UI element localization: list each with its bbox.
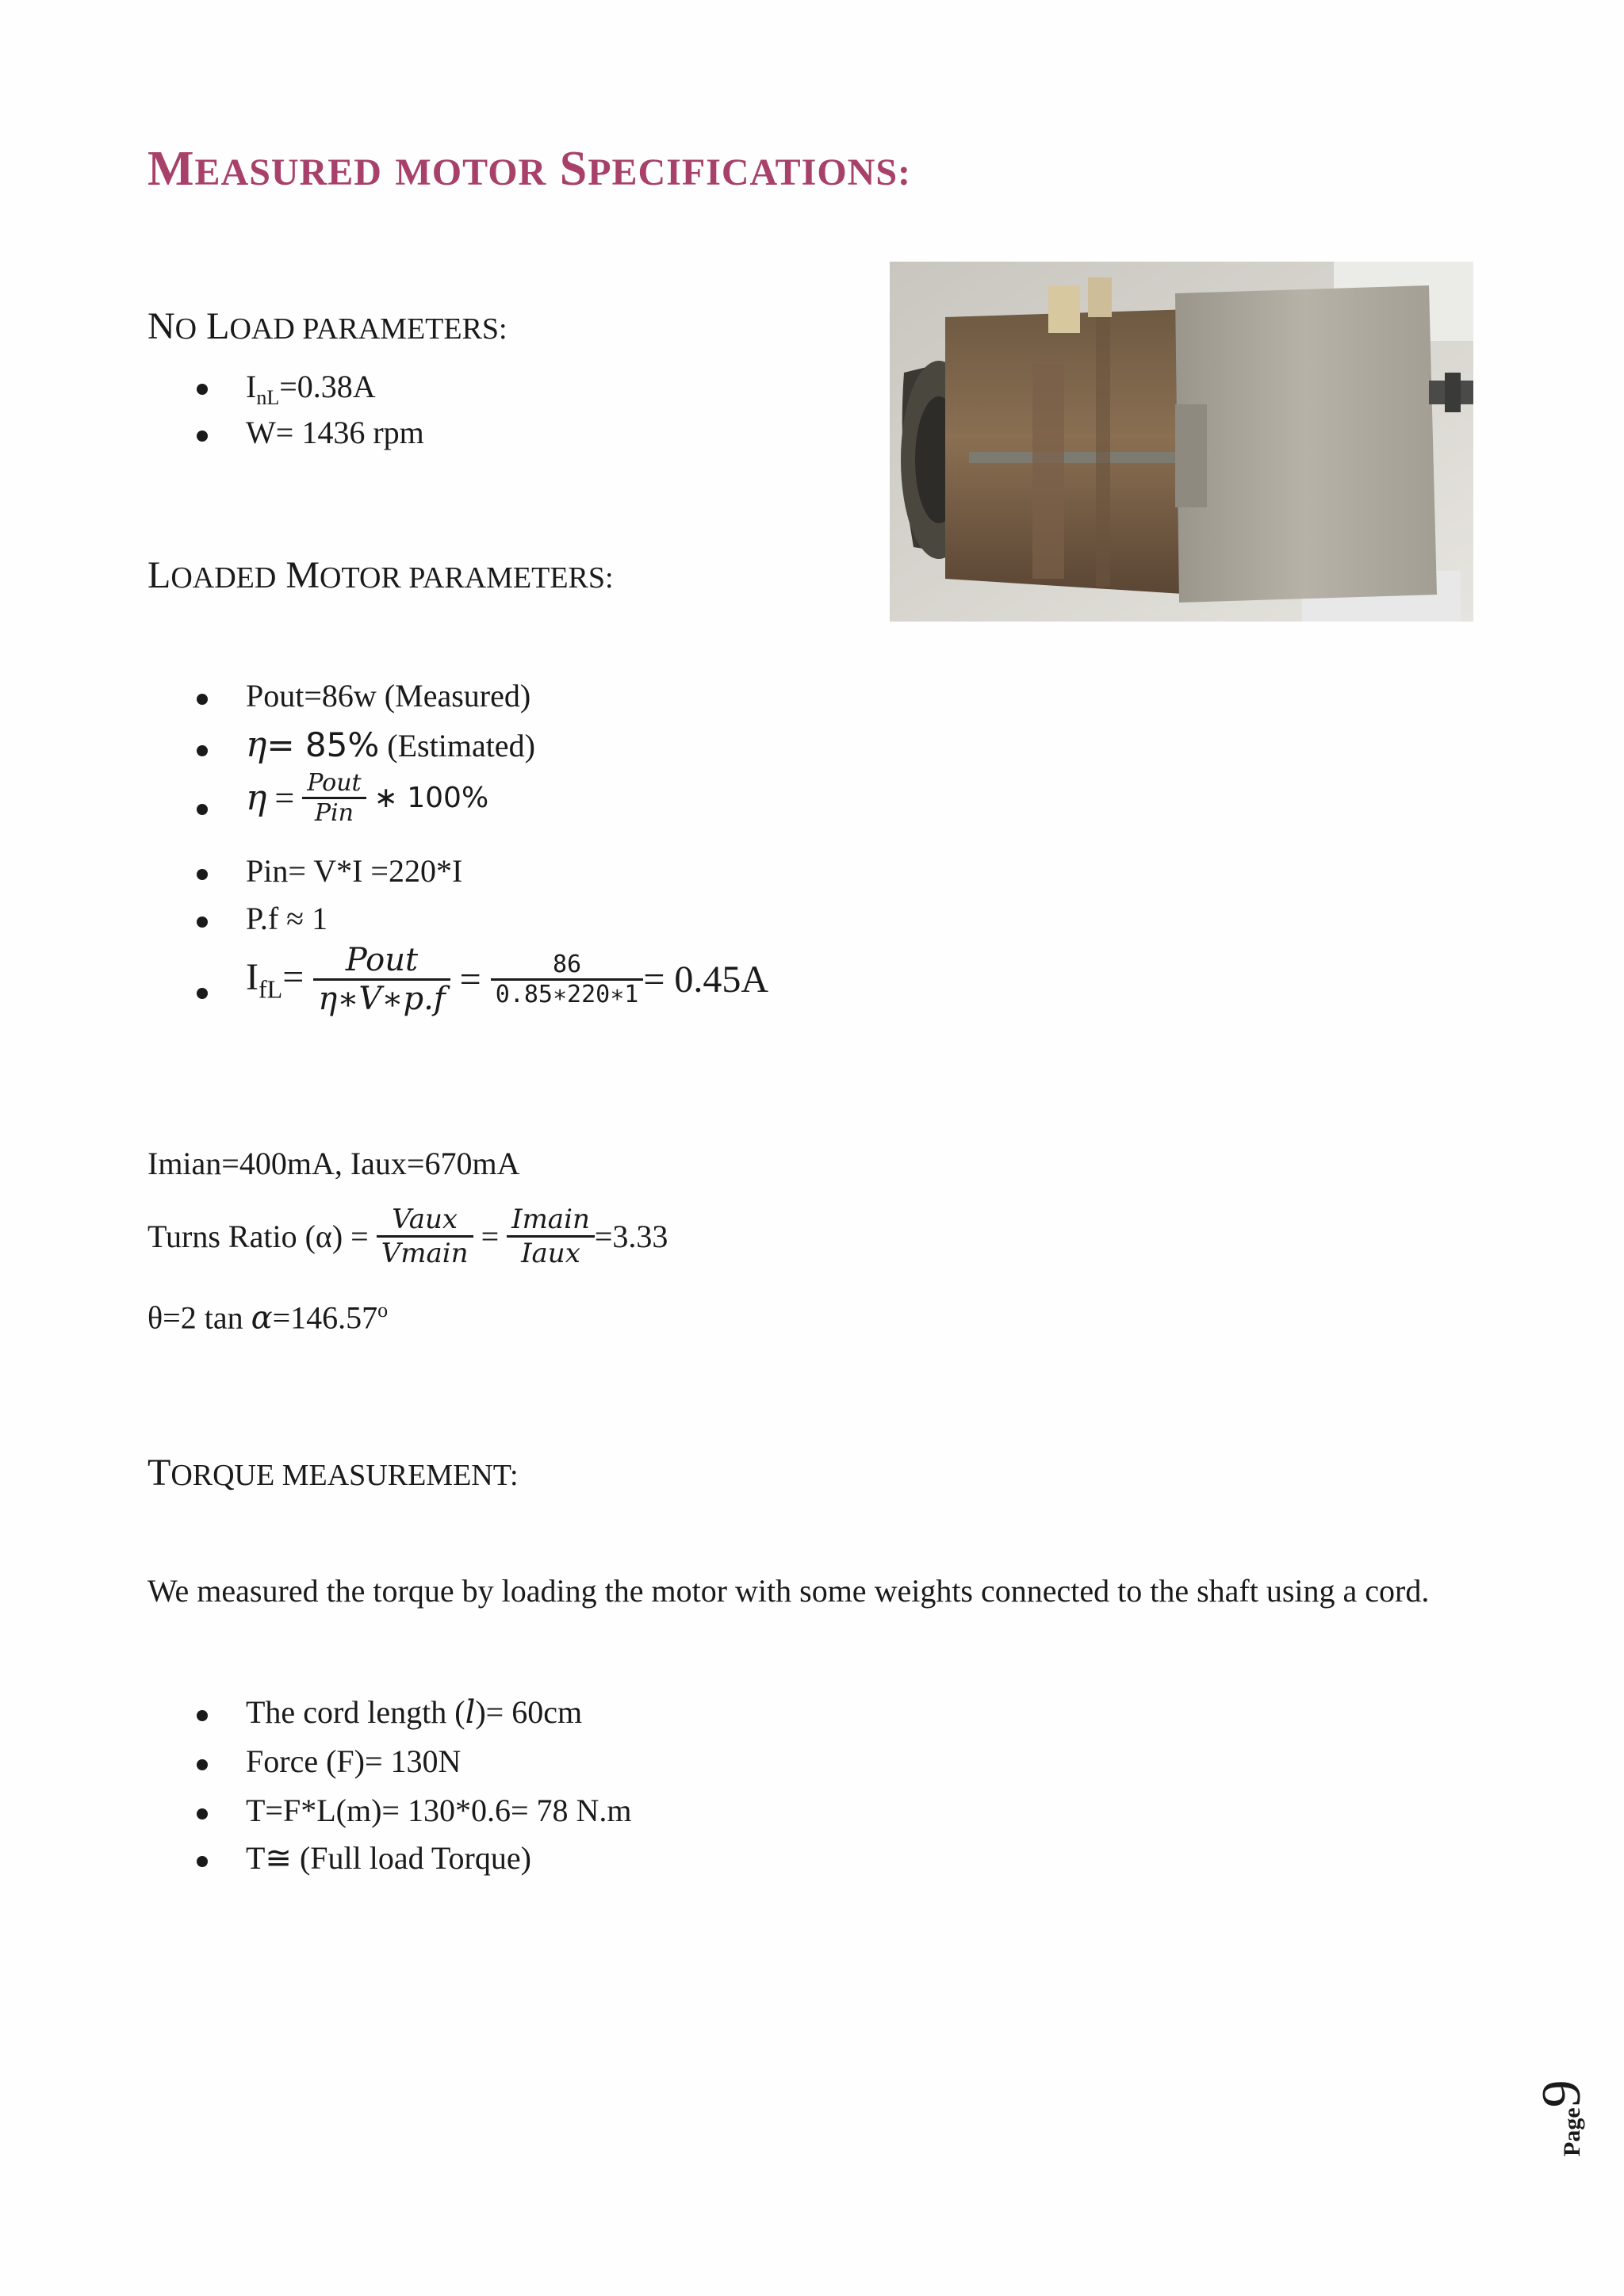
no-load-speed: W= 1436 rpm	[246, 415, 424, 450]
bullet	[197, 430, 208, 442]
cord-length-item: The cord length (l)= 60cm	[246, 1694, 583, 1731]
efficiency-formula: η = $\frac{\text{Pout}}{\text{Pin}}$ ∗ 100%	[246, 769, 489, 827]
torque-heading: TORQUE MEASUREMENT:	[147, 1452, 519, 1494]
phase-angle: θ=2 $\tan \alpha=146.57^o$	[147, 1299, 389, 1337]
bullet	[197, 988, 208, 999]
page-number	[1530, 2061, 1594, 2156]
bullet	[197, 869, 208, 880]
loaded-heading: LOADED MOTOR PARAMETERS:	[147, 554, 614, 596]
bullet	[197, 916, 208, 928]
force-item: Force (F)= 130N	[246, 1743, 462, 1779]
page-title: MEASURED MOTOR SPECIFICATIONS:	[147, 142, 912, 196]
bullet	[197, 1710, 208, 1721]
efficiency-item: η= 85% (Estimated)	[246, 725, 535, 765]
bullet	[197, 384, 208, 395]
bullet	[197, 745, 208, 756]
page-number-value: 9	[1531, 2080, 1592, 2108]
winding-currents: Imian=400mA, Iaux=670mA	[147, 1146, 520, 1181]
bullet	[197, 1759, 208, 1770]
power-factor-item: P.f ≈ 1	[246, 901, 328, 936]
turns-ratio-formula: Turns Ratio (α) = $\frac{\text{Vaux}}{\text{Vmain}}$ = $\frac{\text{Imain}}{\text{Iaux}}$ =3.33	[147, 1203, 668, 1269]
torque-paragraph: We measured the torque by loading the motor with some weights connected to the shaft using a cord.	[147, 1573, 1430, 1609]
full-load-current-formula: $I_{fL}=$ $\frac{\text{Pout}}{\eta∗V∗p.f}$ = $\frac{86}{0.85∗220∗1}$ = 0.45A	[246, 942, 769, 1017]
bullet	[197, 694, 208, 705]
bullet	[197, 1808, 208, 1820]
torque-calc-item: T=F*L(m)= 130*0.6= 78 N.m	[246, 1793, 632, 1828]
full-load-torque-item: T≅ (Full load Torque)	[246, 1840, 531, 1876]
pin-item: Pin= V*I =220*I	[246, 853, 463, 889]
no-load-heading: NO LOAD PARAMETERS:	[147, 305, 508, 347]
pout-item: Pout=86w (Measured)	[246, 678, 531, 714]
page-label: Page	[1559, 2107, 1585, 2156]
motor-photo	[890, 262, 1473, 622]
no-load-current: $I_{nL}=0.38A$	[246, 369, 376, 409]
bullet	[197, 1856, 208, 1867]
bullet	[197, 804, 208, 815]
